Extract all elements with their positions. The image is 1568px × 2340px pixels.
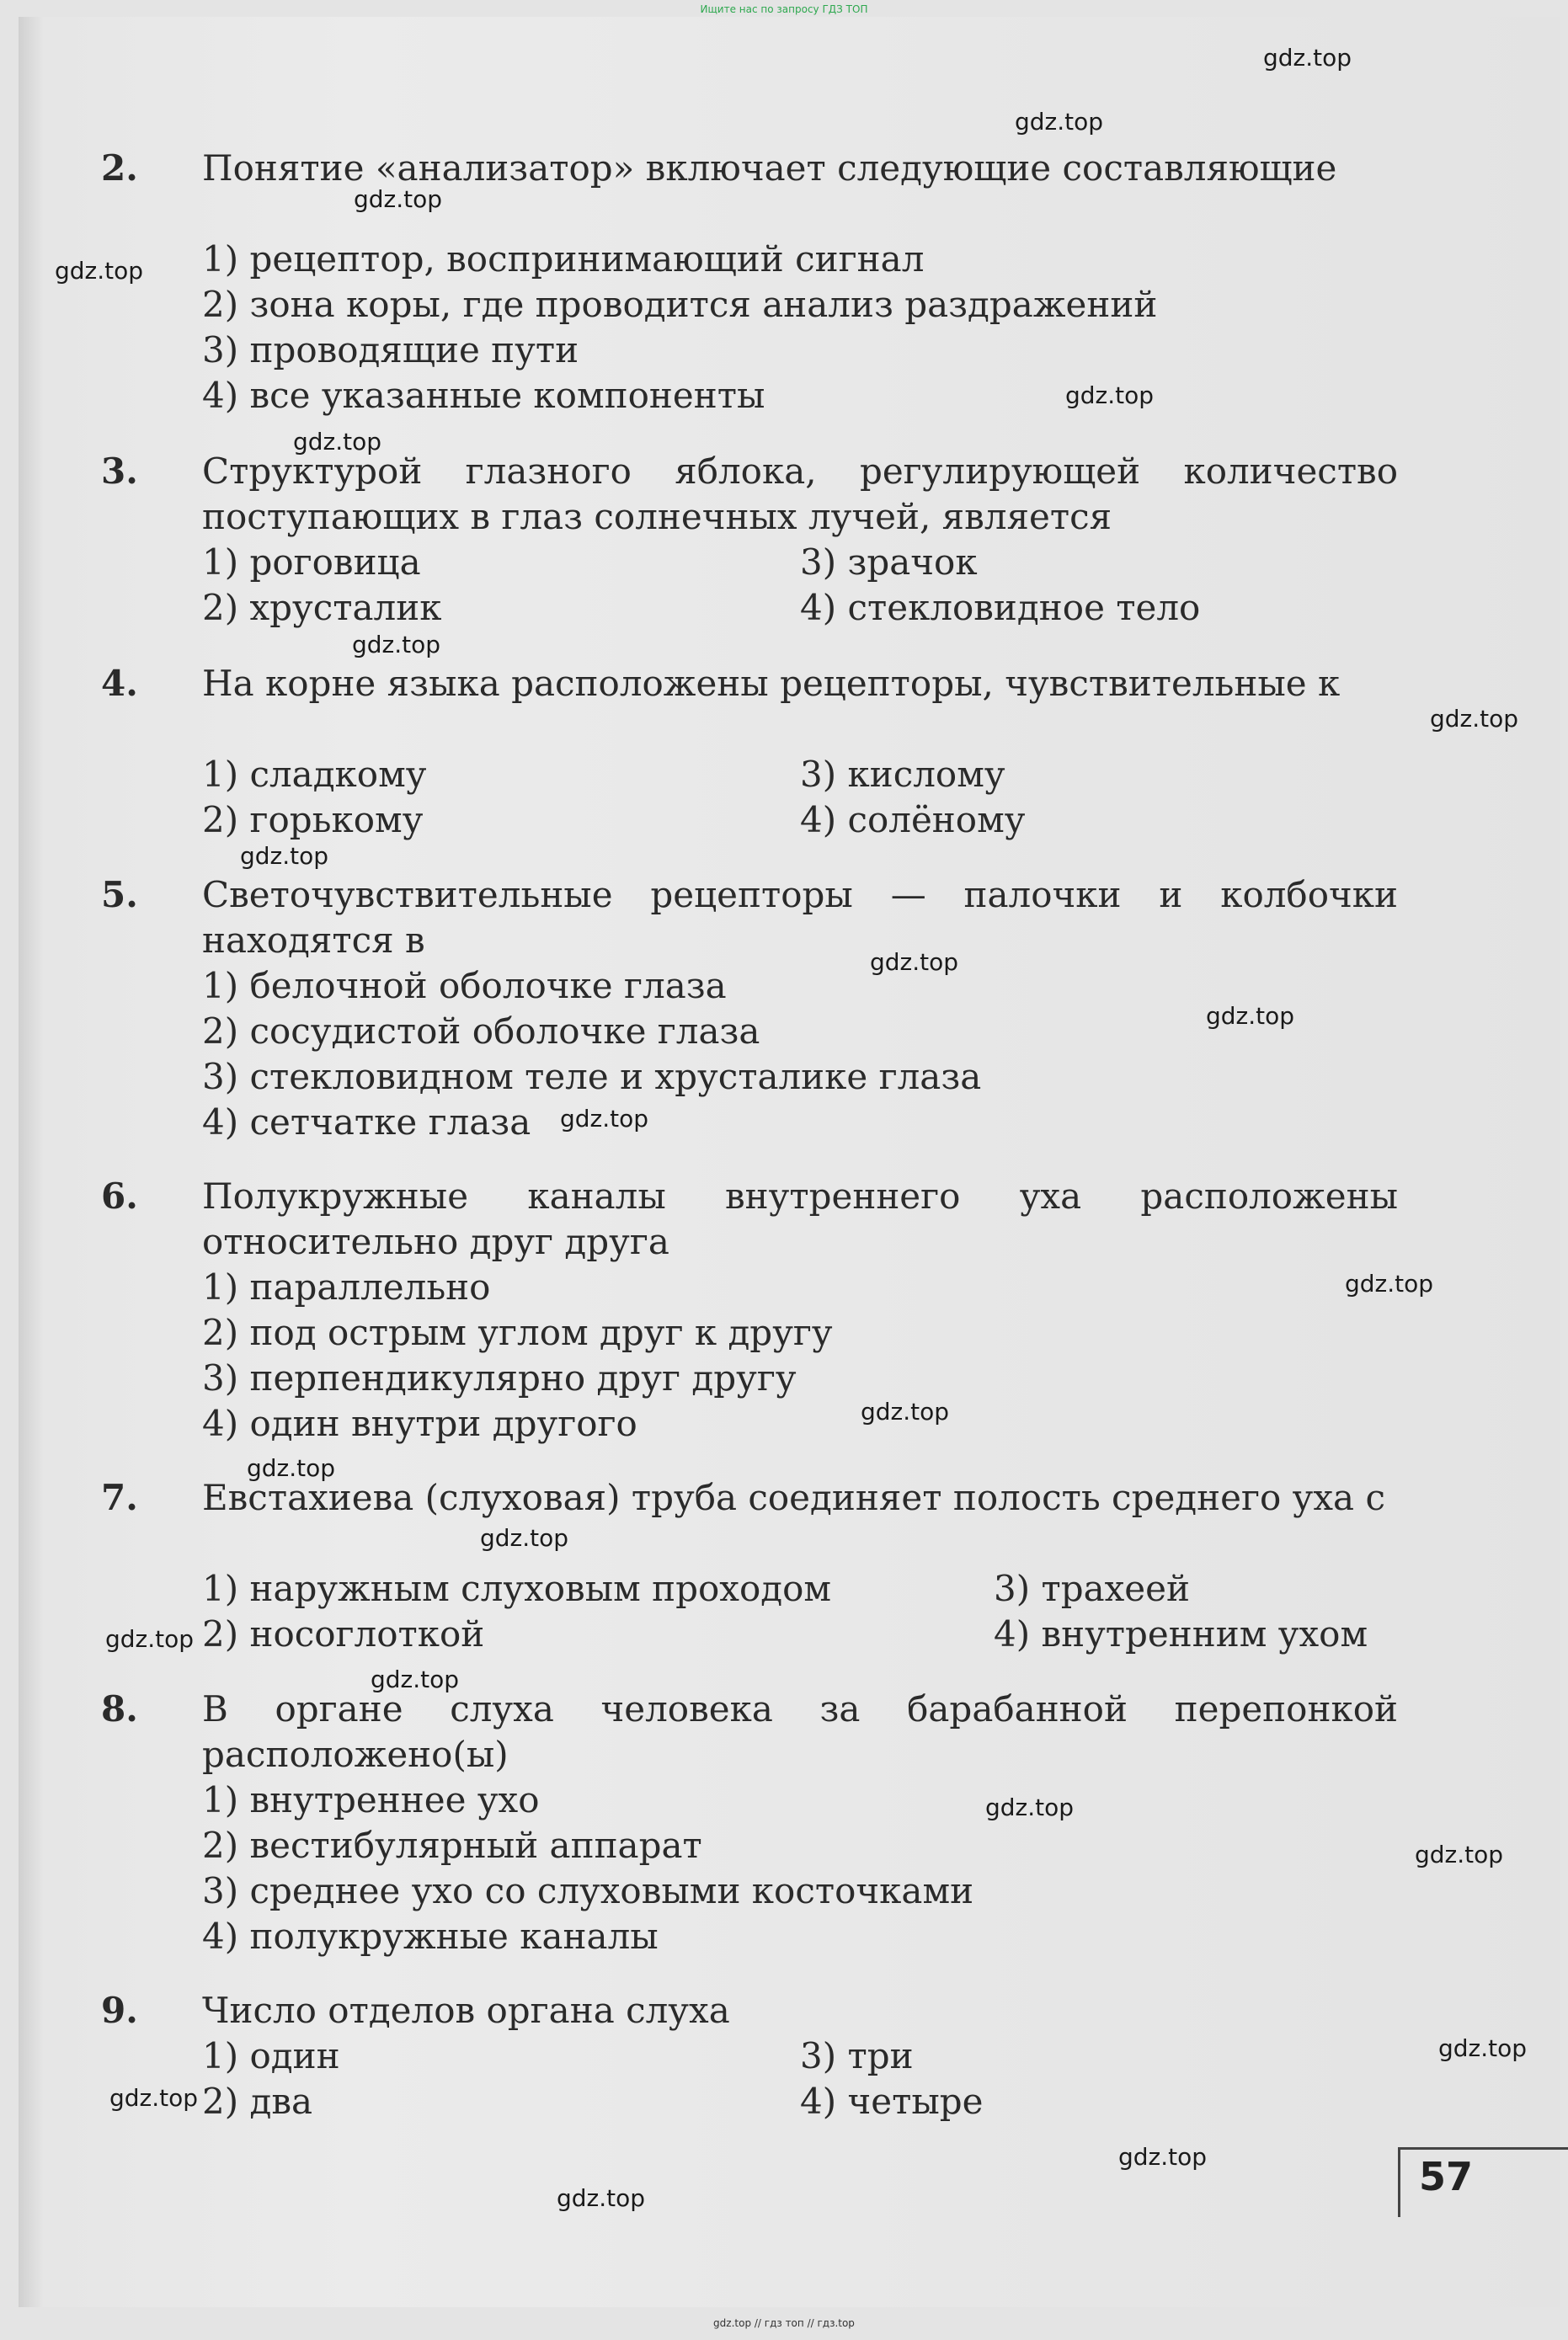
answer-option: 4) солёному [800,799,1026,840]
watermark: gdz.top [560,1105,649,1133]
answer-option: 1) внутреннее ухо [202,1779,540,1820]
answer-option: 1) роговица [202,541,421,583]
question-number: 7. [101,1477,138,1518]
question-number: 3. [101,450,138,492]
answer-option: 4) внутренним ухом [994,1613,1368,1655]
answer-option: 3) перпендикулярно друг другу [202,1357,797,1399]
answer-option: 2) вестибулярный аппарат [202,1825,702,1866]
question-number: 9. [101,1990,138,2031]
question-stem: Светочувствительные рецепторы — палочки и колбочки находятся в [202,874,1398,961]
answer-option: 3) зрачок [800,541,978,583]
answer-option: 2) горькому [202,799,424,840]
question-stem: Полукружные каналы внутреннего уха расположены относительно друг друга [202,1175,1398,1262]
answer-option: 4) четыре [800,2081,984,2122]
answer-option: 2) носоглоткой [202,1613,485,1655]
question-stem: Число отделов органа слуха [202,1990,730,2031]
answer-option: 1) рецептор, воспринимающий сигнал [202,238,925,280]
watermark: gdz.top [354,185,443,213]
answer-option: 1) один [202,2035,340,2076]
answer-option: 3) проводящие пути [202,329,579,370]
watermark: gdz.top [1430,705,1519,733]
answer-option: 1) сладкому [202,754,427,795]
watermark: gdz.top [1345,1270,1434,1298]
watermark: gdz.top [480,1524,569,1552]
watermark: gdz.top [105,1625,195,1653]
header-note: Ищите нас по запросу ГДЗ ТОП [700,3,868,15]
answer-option: 2) два [202,2081,313,2122]
answer-option: 1) наружным слуховым проходом [202,1568,832,1609]
watermark: gdz.top [247,1454,336,1482]
watermark: gdz.top [1438,2034,1528,2062]
question-number: 2. [101,147,138,189]
question-number: 6. [101,1175,138,1217]
answer-option: 4) все указанные компоненты [202,375,765,416]
question-stem: Понятие «анализатор» включает следующие составляющие [202,147,1337,189]
answer-option: 4) один внутри другого [202,1403,637,1444]
watermark: gdz.top [1263,44,1352,72]
footer-note: gdz.top // гдз топ // гдз.top [713,2317,855,2329]
answer-option: 1) параллельно [202,1266,491,1308]
question-number: 5. [101,874,138,915]
watermark: gdz.top [1015,108,1104,136]
question-stem: В органе слуха человека за барабанной перепонкой расположено(ы) [202,1688,1398,1775]
question-number: 8. [101,1688,138,1730]
question-stem: Евстахиева (слуховая) труба соединяет полость среднего уха с [202,1477,1385,1518]
answer-option: 3) стекловидном теле и хрусталике глаза [202,1056,982,1097]
watermark: gdz.top [1065,381,1155,409]
watermark: gdz.top [870,948,959,976]
page-number: 57 [1419,2154,1474,2199]
question-number: 4. [101,663,138,704]
answer-option: 2) зона коры, где проводится анализ раздражений [202,284,1158,325]
answer-option: 1) белочной оболочке глаза [202,965,727,1006]
watermark: gdz.top [109,2084,199,2112]
watermark: gdz.top [293,428,382,456]
answer-option: 2) сосудистой оболочке глаза [202,1010,760,1052]
answer-option: 3) кислому [800,754,1005,795]
watermark: gdz.top [352,631,441,658]
watermark: gdz.top [1118,2143,1208,2171]
watermark: gdz.top [240,842,329,870]
question-stem: Структурой глазного яблока, регулирующей количество поступающих в глаз солнечных лучей, является [202,450,1398,537]
answer-option: 4) полукружные каналы [202,1916,659,1957]
watermark: gdz.top [55,257,144,285]
answer-option: 4) сетчатке глаза [202,1101,531,1143]
watermark: gdz.top [985,1794,1075,1821]
watermark: gdz.top [557,2184,646,2212]
watermark: gdz.top [1415,1841,1504,1868]
question-stem: На корне языка расположены рецепторы, чувствительные к [202,663,1341,704]
answer-option: 2) хрусталик [202,587,442,628]
answer-option: 3) трахеей [994,1568,1191,1609]
answer-option: 3) три [800,2035,914,2076]
watermark: gdz.top [371,1666,460,1693]
watermark: gdz.top [1206,1002,1295,1030]
answer-option: 2) под острым углом друг к другу [202,1312,833,1353]
answer-option: 4) стекловидное тело [800,587,1201,628]
watermark: gdz.top [861,1398,950,1426]
answer-option: 3) среднее ухо со слуховыми косточками [202,1870,974,1911]
